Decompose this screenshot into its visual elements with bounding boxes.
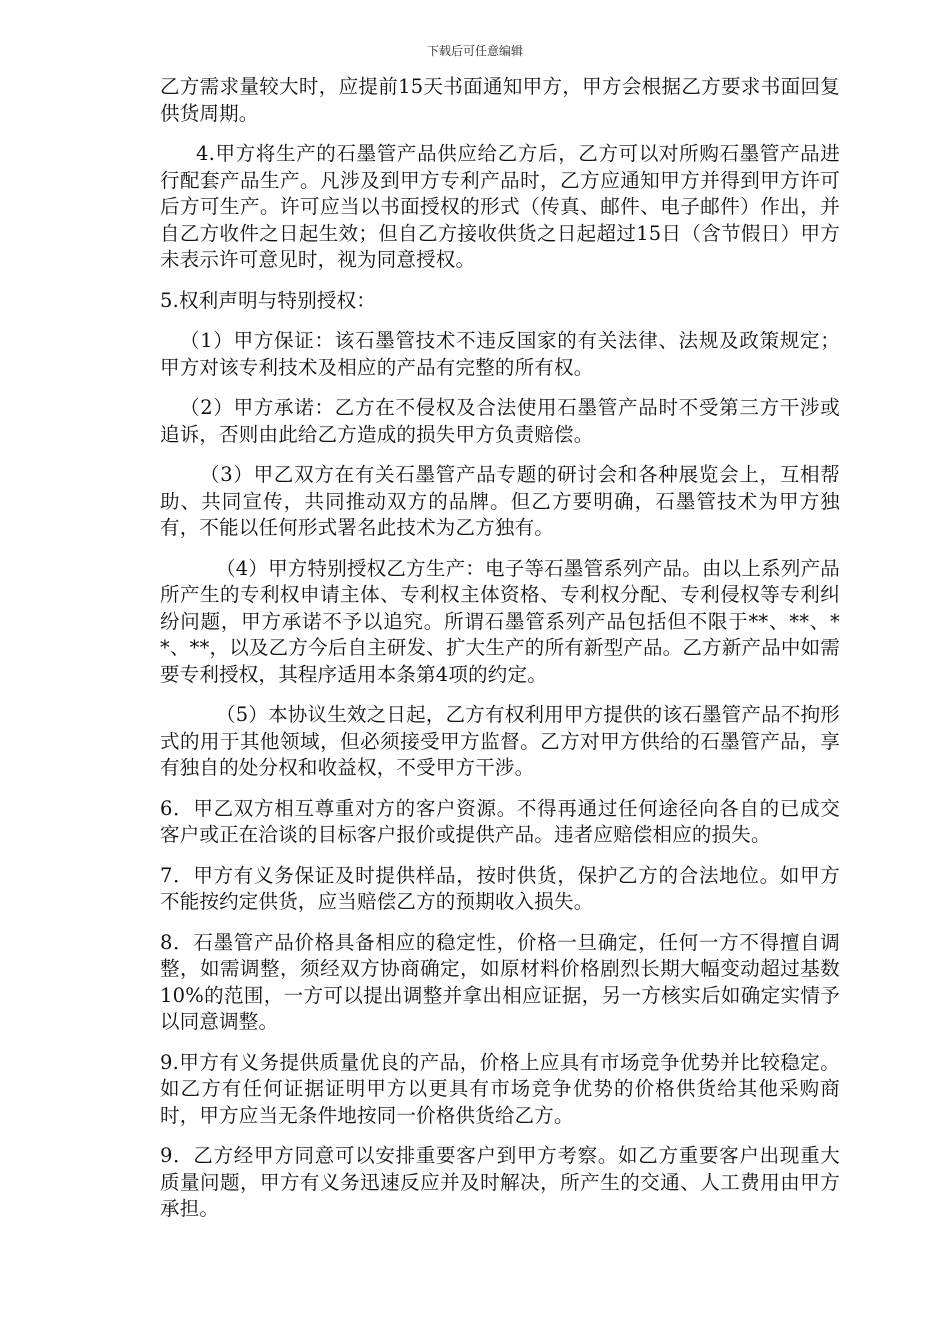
paragraph-clause-5-5: （5）本协议生效之日起，乙方有权利用甲方提供的该石墨管产品不拘形式的用于其他领域，但必须接受甲方监督。乙方对甲方供给的石墨管产品，享有独自的处分权和收益权，不受甲方干涉。 (160, 703, 840, 779)
paragraph-clause-5-heading: 5.权利声明与特别授权： (160, 288, 377, 312)
paragraph-clause-6: 6．甲乙双方相互尊重对方的客户资源。不得再通过任何途径向各自的已成交客户或正在洽谈的目标客户报价或提供产品。违者应赔偿相应的损失。 (160, 796, 840, 846)
paragraph-clause-8: 8．石墨管产品价格具备相应的稳定性，价格一旦确定，任何一方不得擅自调整，如需调整，须经双方协商确定，如原材料价格剧烈长期大幅变动超过基数10%的范围，一方可以提出调整并拿出相应证据，另一方核实后如确定实情予以同意调整。 (160, 930, 840, 1033)
paragraph-clause-9a: 9.甲方有义务提供质量优良的产品，价格上应具有市场竞争优势并比较稳定。如乙方有任何证据证明甲方以更具有市场竞争优势的价格供货给其他采购商时，甲方应当无条件地按同一价格供货给乙方。 (160, 1050, 840, 1127)
paragraph-clause-5-1: （1）甲方保证：该石墨管技术不违反国家的有关法律、法规及政策规定；甲方对该专利技术及相应的产品有完整的所有权。 (160, 329, 840, 379)
page-header: 下载后可任意编辑 (426, 44, 523, 58)
document-body (160, 74, 840, 1237)
paragraph-clause-4: 4.甲方将生产的石墨管产品供应给乙方后，乙方可以对所购石墨管产品进行配套产品生产。凡涉及到甲方专利产品时，乙方应通知甲方并得到甲方许可后方可生产。许可应当以书面授权的形式（传真、邮件、电子邮件）作出，并自乙方收件之日起生效；但自乙方接收供货之日起超过15日（含节假日）甲方未表示许可意见时，视为同意授权。 (160, 142, 840, 271)
paragraph-clause-5-3: （3）甲乙双方在有关石墨管产品专题的研讨会和各种展览会上，互相帮助、共同宣传，共同推动双方的品牌。但乙方要明确，石墨管技术为甲方独有，不能以任何形式署名此技术为乙方独有。 (160, 463, 840, 539)
paragraph-supply-notice: 乙方需求量较大时，应提前15天书面通知甲方，甲方会根据乙方要求书面回复供货周期。 (160, 75, 840, 125)
paragraph-clause-5-4: （4）甲方特别授权乙方生产：电子等石墨管系列产品。由以上系列产品所产生的专利权申请主体、专利权主体资格、专利权分配、专利侵权等专利纠纷问题，甲方承诺不予以追究。所谓石墨管系列产品包括但不限于**、**、**、**，以及乙方今后自主研发、扩大生产的所有新型产品。乙方新产品中如需要专利授权，其程序适用本条第4项的约定。 (160, 556, 840, 686)
paragraph-clause-7: 7．甲方有义务保证及时提供样品，按时供货，保护乙方的合法地位。如甲方不能按约定供货，应当赔偿乙方的预期收入损失。 (160, 863, 840, 913)
paragraph-clause-9b: 9．乙方经甲方同意可以安排重要客户到甲方考察。如乙方重要客户出现重大质量问题，甲方有义务迅速反应并及时解决，所产生的交通、人工费用由甲方承担。 (160, 1144, 840, 1220)
paragraph-clause-5-2: （2）甲方承诺：乙方在不侵权及合法使用石墨管产品时不受第三方干涉或追诉，否则由此给乙方造成的损失甲方负责赔偿。 (160, 396, 840, 446)
